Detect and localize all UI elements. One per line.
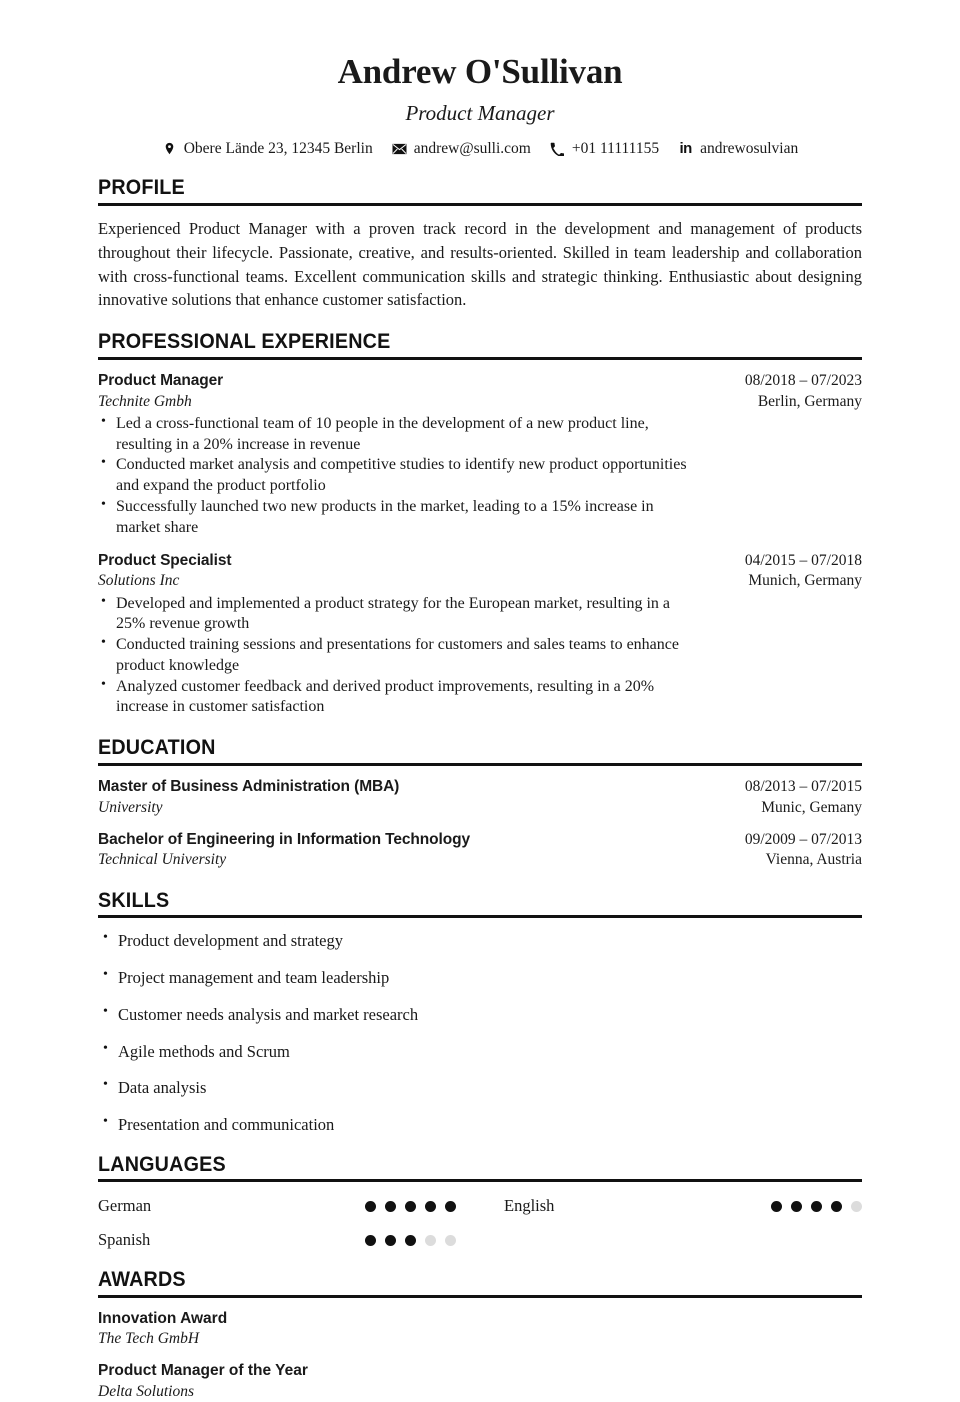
language-rating-dots — [365, 1235, 456, 1246]
entry-header — [98, 551, 862, 572]
award-title: Product Manager of the Year — [98, 1362, 308, 1380]
experience-entry — [98, 551, 862, 719]
rating-dot-filled — [811, 1201, 822, 1212]
job-location: Munich, Germany — [748, 572, 862, 590]
section-skills — [98, 889, 862, 1135]
profile-summary-text: Experienced Product Manager with a proven track record in the development and management of products throughout their lifecycle. Passionate, creative, and results-oriented. Skilled in team leadership and collaboration with cross-functional teams. Excellent communication skills and strategic thinking. Enthusiastic about designing innovative solutions that enhance customer satisfaction. — [98, 218, 862, 310]
skill-item: • Presentation and communication — [98, 1115, 862, 1135]
experience-entry-list — [98, 371, 862, 718]
linkedin-icon: in — [679, 140, 692, 158]
degree-title: Bachelor of Engineering in Information Technology — [98, 830, 470, 848]
rating-dot-filled — [365, 1201, 376, 1212]
rating-dot-filled — [425, 1201, 436, 1212]
language-rating-dots — [771, 1201, 862, 1212]
award-entry — [98, 1309, 862, 1350]
education-entry — [98, 777, 862, 818]
job-bullet: • Developed and implemented a product strategy for the European market, resulting in a 25% revenue growth — [98, 594, 698, 636]
language-name: Spanish — [98, 1230, 151, 1250]
job-title: Product Specialist — [98, 551, 232, 569]
section-divider — [98, 203, 862, 206]
rating-dot-filled — [385, 1235, 396, 1246]
section-heading-languages: LANGUAGES — [98, 1152, 226, 1176]
award-entry — [98, 1361, 862, 1402]
section-education — [98, 736, 862, 870]
candidate-name: Andrew O'Sullivan — [337, 52, 623, 91]
job-bullet-list — [98, 414, 862, 539]
resume-header — [98, 51, 862, 158]
school-location: Vienna, Austria — [765, 851, 862, 869]
award-organization: Delta Solutions — [98, 1383, 195, 1401]
section-heading-awards: AWARDS — [98, 1268, 186, 1292]
skill-item: • Agile methods and Scrum — [98, 1042, 862, 1062]
section-experience — [98, 330, 862, 718]
skill-item: • Project management and team leadership — [98, 968, 862, 988]
contact-item-linkedin[interactable] — [678, 140, 798, 159]
envelope-icon — [392, 141, 407, 156]
section-profile — [98, 176, 862, 312]
section-heading-experience: PROFESSIONAL EXPERIENCE — [98, 330, 391, 354]
skill-item: • Data analysis — [98, 1078, 862, 1098]
entry-header — [98, 371, 862, 392]
job-title: Product Manager — [98, 371, 224, 389]
section-languages — [98, 1153, 862, 1250]
section-heading-profile: PROFILE — [98, 176, 185, 200]
section-divider — [98, 915, 862, 918]
rating-dot-filled — [365, 1235, 376, 1246]
languages-grid — [98, 1196, 862, 1250]
rating-dot-filled — [405, 1235, 416, 1246]
entry-header — [98, 777, 862, 798]
entry-header — [98, 830, 862, 851]
section-divider — [98, 1179, 862, 1182]
award-organization: The Tech GmbH — [98, 1330, 200, 1348]
contact-text: +01 11111155 — [571, 139, 660, 157]
degree-dates: 08/2013 – 07/2015 — [744, 777, 862, 795]
rating-dot-filled — [791, 1201, 802, 1212]
degree-title: Master of Business Administration (MBA) — [98, 777, 400, 795]
experience-entry — [98, 371, 862, 539]
job-dates: 04/2015 – 07/2018 — [744, 551, 862, 569]
language-row — [98, 1230, 456, 1250]
award-title: Innovation Award — [98, 1309, 228, 1327]
job-bullet: • Successfully launched two new products in the market, leading to a 15% increase in market share — [98, 497, 698, 539]
job-bullet: • Analyzed customer feedback and derived product improvements, resulting in a 20% increase in customer satisfaction — [98, 677, 698, 719]
rating-dot-empty — [445, 1235, 456, 1246]
job-bullet: • Conducted market analysis and competitive studies to identify new product opportunities and expand the product portfolio — [98, 455, 698, 497]
rating-dot-filled — [405, 1201, 416, 1212]
section-awards — [98, 1268, 862, 1402]
section-divider — [98, 357, 862, 360]
degree-dates: 09/2009 – 07/2013 — [744, 830, 862, 848]
section-divider — [98, 1295, 862, 1298]
contact-text: andrew@sulli.com — [413, 139, 531, 157]
contact-item-phone[interactable] — [550, 140, 659, 159]
company-name: Solutions Inc — [98, 572, 180, 590]
job-dates: 08/2018 – 07/2023 — [744, 371, 862, 389]
section-heading-skills: SKILLS — [98, 888, 170, 912]
job-bullet: • Conducted training sessions and presentations for customers and sales teams to enhance product knowledge — [98, 635, 698, 677]
school-location: Munic, Gemany — [761, 798, 862, 816]
rating-dot-empty — [851, 1201, 862, 1212]
location-pin-icon — [162, 141, 177, 156]
skills-list — [98, 931, 862, 1135]
phone-icon — [550, 141, 565, 156]
education-entry-list — [98, 777, 862, 871]
rating-dot-filled — [445, 1201, 456, 1212]
job-bullet: • Led a cross-functional team of 10 people in the development of a new product line, resulting in a 20% increase in revenue — [98, 414, 698, 456]
rating-dot-filled — [385, 1201, 396, 1212]
contact-bar — [98, 140, 862, 159]
rating-dot-empty — [425, 1235, 436, 1246]
rating-dot-filled — [831, 1201, 842, 1212]
job-location: Berlin, Germany — [757, 392, 862, 410]
section-heading-education: EDUCATION — [98, 736, 216, 760]
awards-list — [98, 1309, 862, 1402]
rating-dot-filled — [771, 1201, 782, 1212]
section-divider — [98, 763, 862, 766]
education-entry — [98, 830, 862, 871]
contact-item-location-pin[interactable] — [162, 140, 373, 159]
entry-subheader — [98, 850, 862, 870]
job-bullet-list — [98, 594, 862, 719]
language-row — [504, 1196, 862, 1216]
skill-item: • Customer needs analysis and market research — [98, 1005, 862, 1025]
candidate-job-title: Product Manager — [405, 101, 555, 126]
school-name: Technical University — [98, 851, 227, 869]
language-name: English — [504, 1196, 555, 1216]
entry-subheader — [98, 798, 862, 818]
school-name: University — [98, 798, 163, 816]
skill-item: • Product development and strategy — [98, 931, 862, 951]
language-name: German — [98, 1196, 152, 1216]
entry-subheader — [98, 392, 862, 412]
contact-item-envelope[interactable] — [392, 140, 531, 159]
company-name: Technite Gmbh — [98, 392, 192, 410]
language-row — [98, 1196, 456, 1216]
contact-text: Obere Lände 23, 12345 Berlin — [183, 139, 373, 157]
entry-subheader — [98, 571, 862, 591]
contact-text: andrewosulvian — [700, 139, 799, 157]
language-rating-dots — [365, 1201, 456, 1212]
